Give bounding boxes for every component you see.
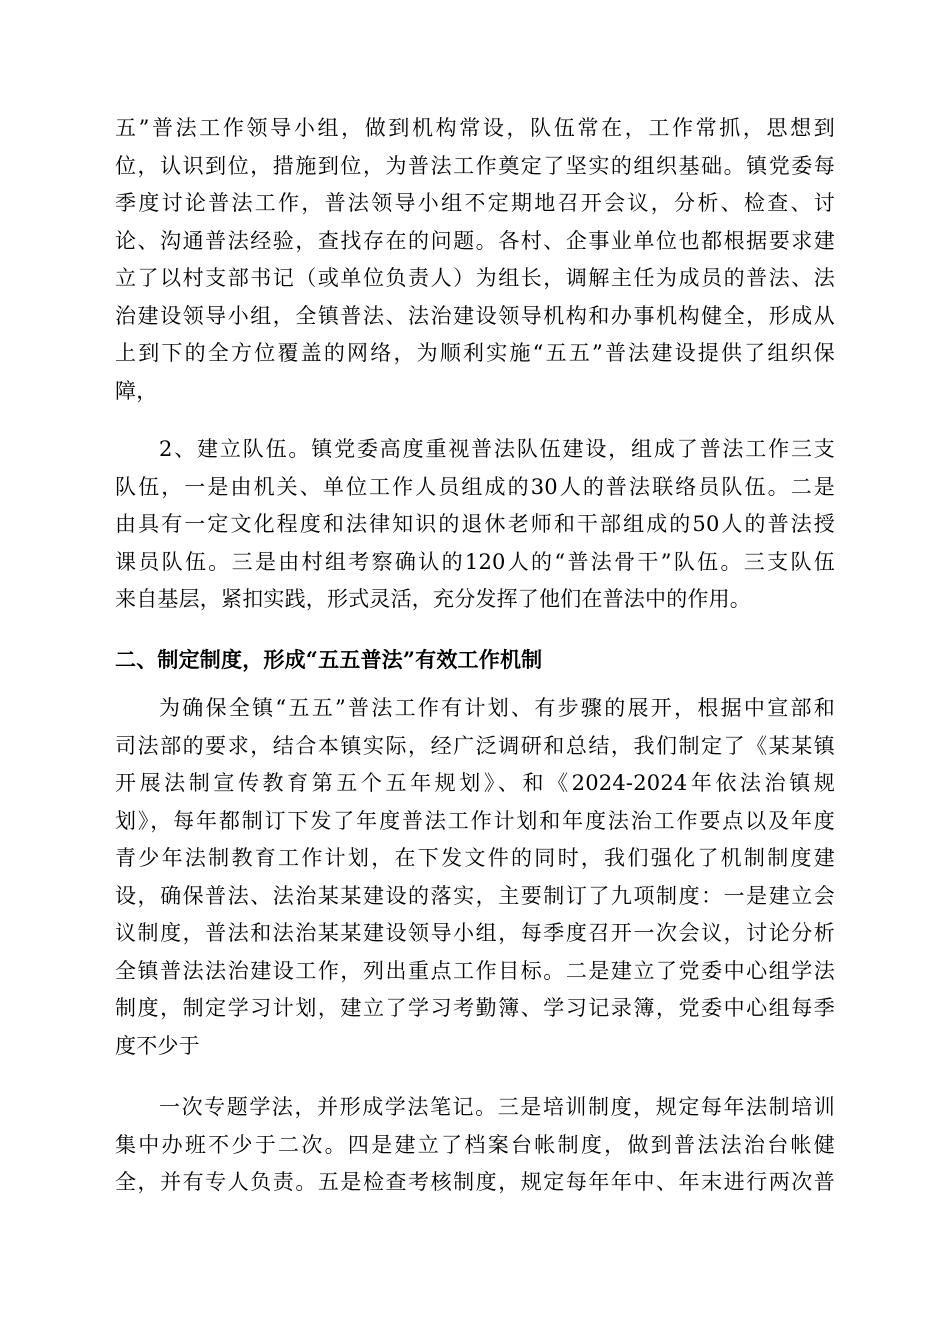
text-line: 季度讨论普法工作，普法领导小组不定期地召开会议，分析、检查、讨 <box>115 191 835 215</box>
text-line: 设，确保普法、法治某某建设的落实，主要制订了九项制度：一是建立会 <box>115 883 835 908</box>
text-line: 青少年法制教育工作计划，在下发文件的同时，我们强化了机制制度建 <box>115 846 835 870</box>
paragraph-team-building <box>115 431 835 619</box>
text-line: 为确保全镇“五五”普法工作有计划、有步骤的展开，根据中宣部和 <box>159 696 835 720</box>
text-line: 集中办班不少于二次。四是建立了档案台帐制度，做到普法法治台帐健 <box>115 1132 835 1157</box>
heading-line: 二、制定制度，形成“五五普法”有效工作机制 <box>115 647 543 672</box>
text-line: 立了以村支部书记（或单位负责人）为组长，调解主任为成员的普法、法 <box>115 266 835 290</box>
text-line: 课员队伍。三是由村组考察确认的120人的“普法骨干”队伍。三支队伍 <box>115 549 835 574</box>
text-line: 2、建立队伍。镇党委高度重视普法队伍建设，组成了普法工作三支 <box>159 437 835 461</box>
text-line: 全，并有专人负责。五是检查考核制度，规定每年年中、年末进行两次普 <box>115 1170 835 1194</box>
text-line: 制度，制定学习计划，建立了学习考勤簿、学习记录簿，党委中心组每季 <box>115 996 835 1020</box>
paragraph-study-system <box>115 1089 835 1202</box>
text-line: 上到下的全方位覆盖的网络，为顺利实施“五五”普法建设提供了组织保 <box>115 341 835 365</box>
text-line: 障， <box>115 378 158 403</box>
paragraph-organization <box>115 110 835 410</box>
text-line: 位，认识到位，措施到位，为普法工作奠定了坚实的组织基础。镇党委每 <box>115 153 835 178</box>
text-line: 由具有一定文化程度和法律知识的退休老师和干部组成的50人的普法授 <box>115 512 835 536</box>
section-heading <box>115 641 835 679</box>
text-line: 度不少于 <box>115 1033 200 1058</box>
paragraph-mechanism <box>115 690 835 1065</box>
text-line: 司法部的要求，结合本镇实际，经广泛调研和总结，我们制定了《某某镇 <box>115 733 835 758</box>
text-line: 划》，每年都制订下发了年度普法工作计划和年度法治工作要点以及年度 <box>115 808 835 833</box>
text-line: 治建设领导小组，全镇普法、法治建设领导机构和办事机构健全，形成从 <box>115 303 835 328</box>
text-line: 全镇普法法治建设工作，列出重点工作目标。二是建立了党委中心组学法 <box>115 958 835 983</box>
text-line: 议制度，普法和法治某某建设领导小组，每季度召开一次会议，讨论分析 <box>115 921 835 945</box>
text-line: 来自基层，紧扣实践，形式灵活，充分发挥了他们在普法中的作用。 <box>115 587 751 611</box>
text-line: 论、沟通普法经验，查找存在的问题。各村、企事业单位也都根据要求建 <box>115 228 835 253</box>
text-line: 队伍，一是由机关、单位工作人员组成的30人的普法联络员队伍。二是 <box>115 474 835 499</box>
text-line: 五”普法工作领导小组，做到机构常设，队伍常在，工作常抓，思想到 <box>115 116 835 140</box>
text-line: 一次专题学法，并形成学法笔记。三是培训制度，规定每年法制培训 <box>159 1095 835 1119</box>
text-line: 开展法制宣传教育第五个五年规划》、和《2024-2024年依法治镇规 <box>115 771 835 795</box>
